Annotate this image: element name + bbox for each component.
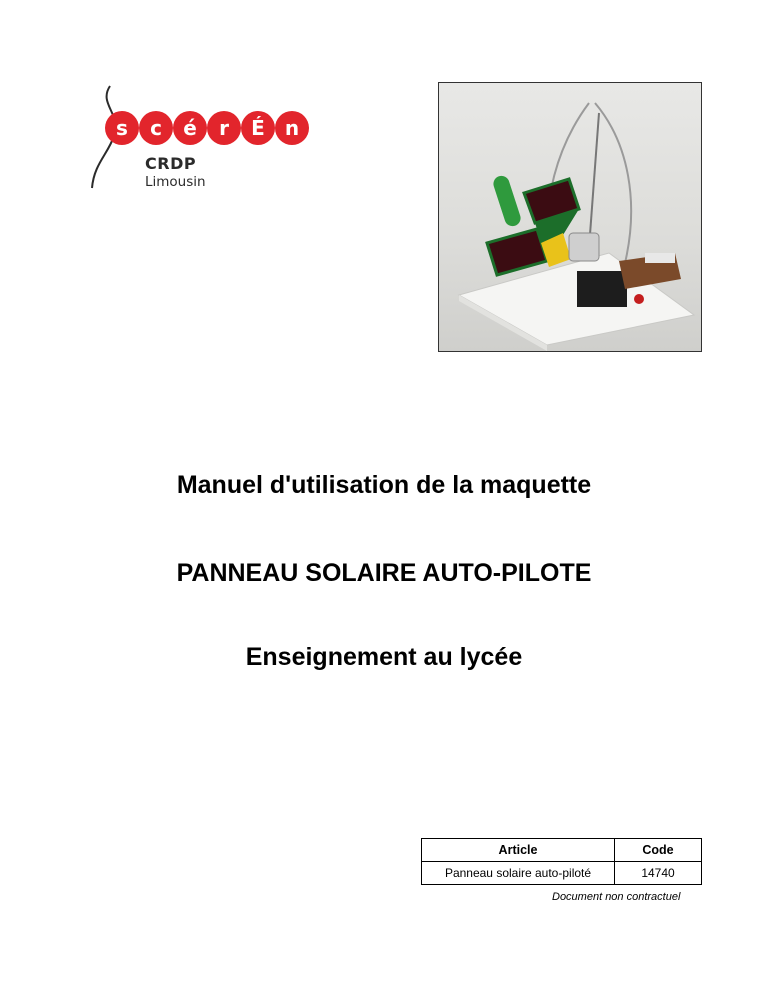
cell-code: 14740 (615, 862, 702, 885)
svg-text:s: s (116, 116, 128, 140)
logo-region: Limousin (145, 174, 206, 190)
svg-text:c: c (150, 116, 162, 140)
header-article: Article (422, 839, 615, 862)
table-header-row (422, 839, 702, 862)
svg-text:r: r (219, 116, 229, 140)
scerén-wordmark-logo (104, 110, 309, 146)
table-row (422, 862, 702, 885)
document-title: Manuel d'utilisation de la maquette (176, 471, 592, 499)
document-subtitle: Enseignement au lycée (245, 643, 523, 671)
svg-text:é: é (183, 116, 197, 140)
product-title: PANNEAU SOLAIRE AUTO-PILOTE (176, 559, 592, 587)
svg-text:n: n (284, 116, 300, 140)
cell-article: Panneau solaire auto-piloté (422, 862, 615, 885)
disclaimer-note: Document non contractuel (552, 891, 681, 903)
logo-organization: CRDP (145, 154, 197, 173)
svg-text:É: É (251, 116, 265, 140)
product-photo (438, 82, 702, 352)
publisher-logo (88, 84, 318, 194)
header-code: Code (615, 839, 702, 862)
solar-panel-model-illustration (439, 83, 701, 351)
article-table (421, 838, 702, 885)
